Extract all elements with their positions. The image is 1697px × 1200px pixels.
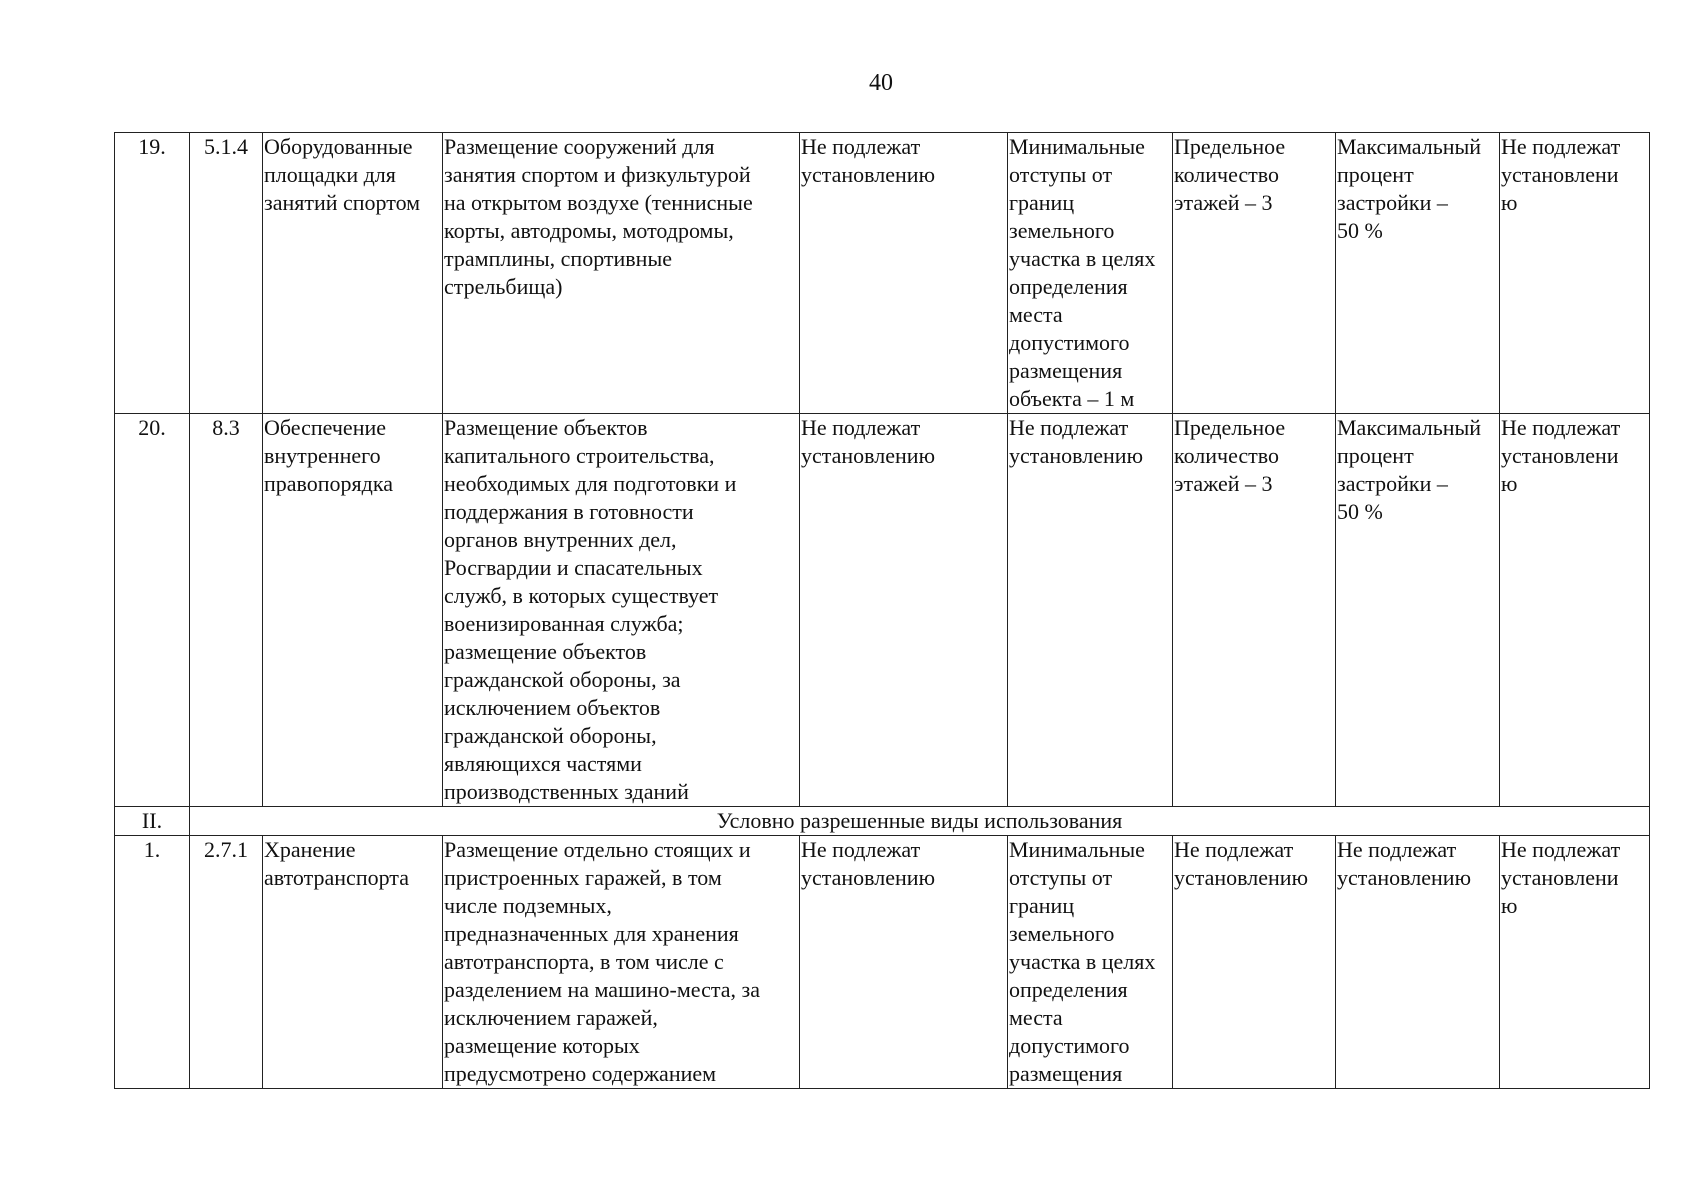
use-code: 8.3 <box>190 414 263 807</box>
setback-limits: Минимальные отступы от границ земельного участка в целях определения места допустимого размещения <box>1008 836 1173 1089</box>
land-use-table <box>114 132 1650 1089</box>
row-number: 20. <box>115 414 190 807</box>
use-name: Хранение автотранспорта <box>263 836 443 1089</box>
plot-size-limits: Не подлежат установлению <box>800 836 1008 1089</box>
use-description: Размещение отдельно стоящих и пристроенных гаражей, в том числе подземных, предназначенных для хранения автотранспорта, в том числе с разделением на машино-места, за исключением гаражей, размещение которых предусмотрено содержанием <box>443 836 800 1089</box>
floor-limits: Предельное количество этажей – 3 <box>1173 414 1336 807</box>
section-number: II. <box>115 807 190 836</box>
use-code: 5.1.4 <box>190 133 263 414</box>
coverage-limits: Максимальный процент застройки – 50 % <box>1336 133 1500 414</box>
use-description: Размещение сооружений для занятия спортом и физкультурой на открытом воздухе (теннисные корты, автодромы, мотодромы, трамплины, спортивные стрельбища) <box>443 133 800 414</box>
use-description: Размещение объектов капитального строительства, необходимых для подготовки и поддержания в готовности органов внутренних дел, Росгвардии и спасательных служб, в которых существует военизированная служба; размещение объектов гражданской обороны, за исключением объектов гражданской обороны, являющихся частями производственных зданий <box>443 414 800 807</box>
row-number: 19. <box>115 133 190 414</box>
setback-limits: Не подлежат установлению <box>1008 414 1173 807</box>
table-row <box>115 133 1650 414</box>
other-limits: Не подлежат установлени ю <box>1500 836 1650 1089</box>
coverage-limits: Максимальный процент застройки – 50 % <box>1336 414 1500 807</box>
use-name: Оборудованные площадки для занятий спортом <box>263 133 443 414</box>
table-row <box>115 414 1650 807</box>
other-limits: Не подлежат установлени ю <box>1500 133 1650 414</box>
setback-limits: Минимальные отступы от границ земельного участка в целях определения места допустимого размещения объекта – 1 м <box>1008 133 1173 414</box>
floor-limits: Предельное количество этажей – 3 <box>1173 133 1336 414</box>
table-row <box>115 836 1650 1089</box>
plot-size-limits: Не подлежат установлению <box>800 414 1008 807</box>
section-title: Условно разрешенные виды использования <box>190 807 1650 836</box>
floor-limits: Не подлежат установлению <box>1173 836 1336 1089</box>
coverage-limits: Не подлежат установлению <box>1336 836 1500 1089</box>
section-row <box>115 807 1650 836</box>
use-code: 2.7.1 <box>190 836 263 1089</box>
plot-size-limits: Не подлежат установлению <box>800 133 1008 414</box>
row-number: 1. <box>115 836 190 1089</box>
other-limits: Не подлежат установлени ю <box>1500 414 1650 807</box>
page-number: 40 <box>869 70 893 96</box>
use-name: Обеспечение внутреннего правопорядка <box>263 414 443 807</box>
